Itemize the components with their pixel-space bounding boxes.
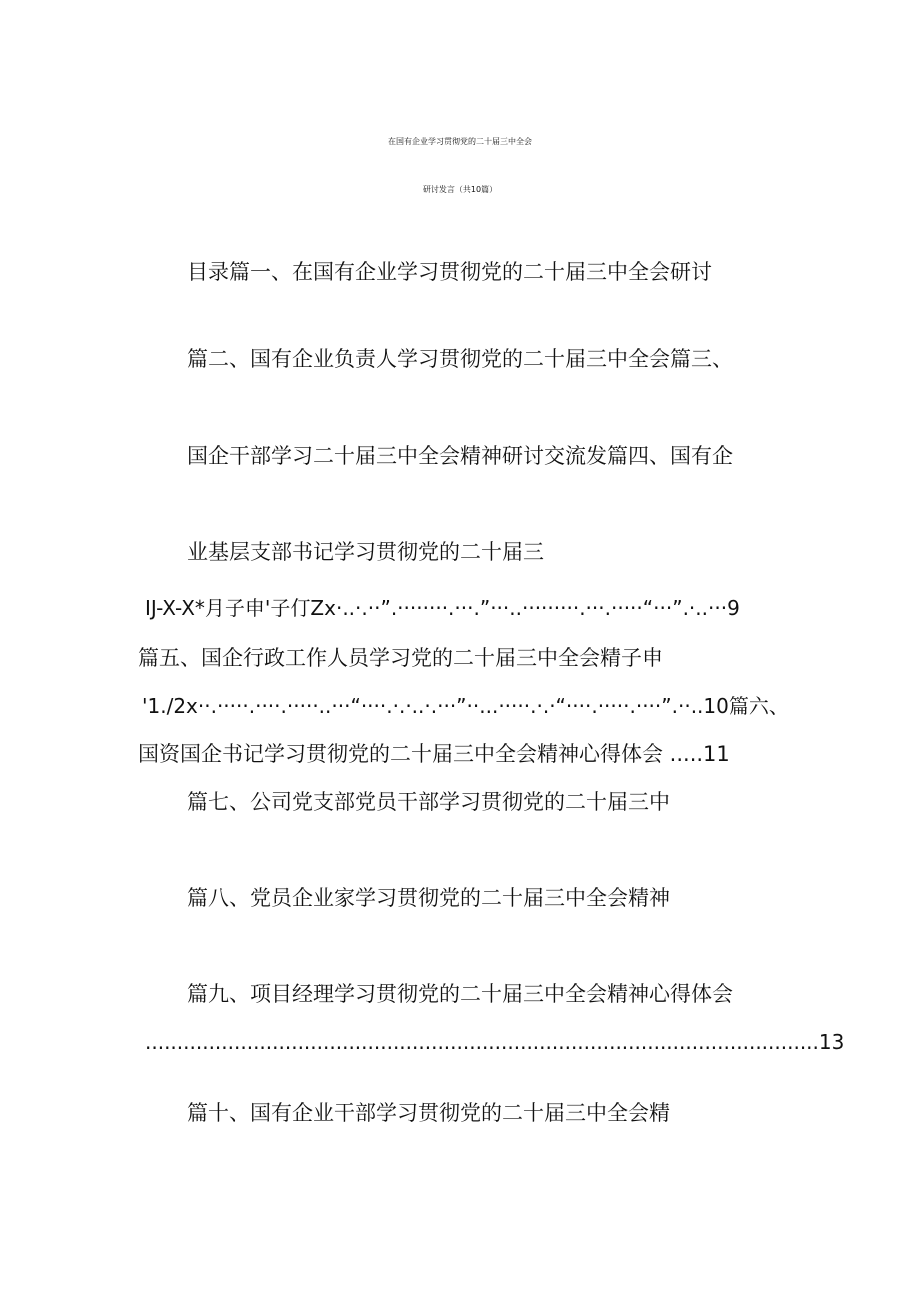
toc-line: ..........................................................................................................13	[145, 1030, 845, 1054]
toc-line: 业基层支部书记学习贯彻党的二十届三	[187, 540, 544, 564]
toc-line: 国企干部学习二十届三中全会精神研讨交流发篇四、国有企	[187, 444, 733, 468]
toc-line: '1./2x··.·····.····.·····..···“····.·.·..·.···”··...·····.·.·“····.·····.····”.··..10篇六、	[142, 694, 789, 718]
toc-line: IJ-X-X*月子申'子仃Zx·..·.··”.········.···.”···..·········.···.·····“···”.·..···9	[145, 596, 740, 620]
toc-line: 篇十、国有企业干部学习贯彻党的二十届三中全会精	[187, 1101, 670, 1125]
toc-line: 篇九、项目经理学习贯彻党的二十届三中全会精神心得体会	[187, 982, 733, 1006]
toc-line: 篇八、党员企业家学习贯彻党的二十届三中全会精神	[187, 886, 670, 910]
toc-line: 国资国企书记学习贯彻党的二十届三中全会精神心得体会 .....11	[138, 742, 730, 766]
toc-line: 篇五、国企行政工作人员学习党的二十届三中全会精子申	[138, 646, 663, 670]
toc-line: 目录篇一、在国有企业学习贯彻党的二十届三中全会研讨	[187, 260, 712, 284]
document-title-line-2: 研讨发言（共10篇）	[422, 185, 498, 194]
toc-line: 篇二、国有企业负责人学习贯彻党的二十届三中全会篇三、	[187, 347, 733, 371]
toc-line: 篇七、公司党支部党员干部学习贯彻党的二十届三中	[187, 790, 670, 814]
document-title-line-1: 在国有企业学习贯彻党的二十届三中全会	[388, 137, 532, 146]
